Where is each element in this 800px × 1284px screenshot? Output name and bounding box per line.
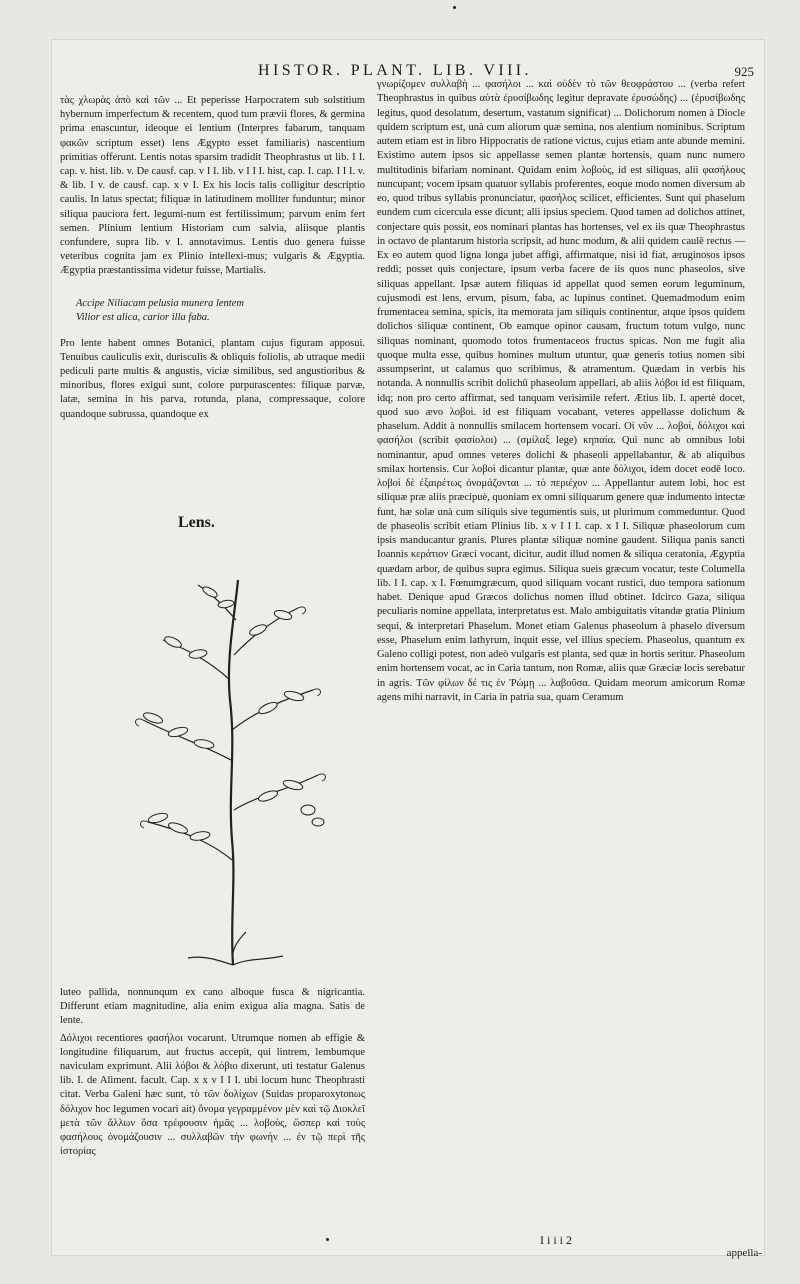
- ink-dot: [326, 1238, 329, 1241]
- left-column: [60, 94, 365, 425]
- right-paragraph-1: γνωρίζομεν συλλαβὴ ... φασήλοι ... καὶ οὐδὲν τὸ τῶν θεοφράστου ... (verba refert Theophrastus in quibus αὐτὰ ἐρυσίβωδης legitur depravate ἐρυσώδης) ... (ἐρυσίβωδης legitus, quod desolatum, desertum, vastatum significat) ... Dolichorum nomen à Diocle quidem scriptum est, unà cum aliorum quæ semina, nos alentium nominibus. Scriptum autem etiam est in libro Hippocratis de ratione victus, cujus etiam ante abunde memini. Existimo autem ipsos sic appellasse semen plantæ hortensis, quam nunc numero multitudinis bifariam nominant. Quidam enim λοβοὺς, id est siliquas, alii φασήλους nuncupant; vocem ipsam quatuor syllabis proferentes, eoque modo nomen diversum ab eo, quod tribus syllabis pronunciatur, φασήλος scilicet, efficientes. Sunt qui phaselum eundem cum cicercula esse dicunt; alii ipsius speciem. Quod tamen ad dolichos attinet, conjectare quis possit, eos nominari plantas has hortenses, vel ex iis quæ Theophrastus in octavo de plantarum historia scripsit, ad hunc modum, & alii quidem caulē rectus — Ex eo autem quod ligna longa jubet affigi, affirmatque, nisi id fiat, æruginosos ipsos reddi; posset quis conjectare, ipsum verba facere de iis quos nunc phaseolos, sive siliquas appellant. Ipsæ autem filiquas id appellat quod semen eorum leguminum, cujusmodi est lens, ervum, pisum, faba, ac lupinus continet. Quemadmodum enim frumentacea semina, spicis, ita memorata jam siliquis continentur, atque ipsos quidem dolichos siliquæ continent, Ob eamque opinor causam, fructum totum vulgo, nunc siliquas nominant, quomodo totos frumentaceos fructus spicas. Non me fugit alia quoque multa esse, quibus homines multum utuntur, quæ generis totius nomen sibi assumpserint, ut calamus quo scribimus, & atramentum. Quædam in verbis his notanda. A nonnullis scribit dolichū phaseolum appellari, ab aliis λόβοι id est filiquam, idq; non pro certo affirmat, sed tanquam verisimile refert. Ætius lib. I. apertè docet, quod suo ævo λοβοὶ. id est filiquam vocabant, veteres appellasse dolichum & phaselum. Addit à nonnullis smilacem hortensem vocari. Οἱ νῦν ... λοβοί, δόλιχοι καὶ φασήλοι (scribit φασίολοι) ... (σμίλαξ lege) κηπαία. Qui nunc ab omnibus lobi nominantur, apud omnes veteres dolichi & phaseoli appellabantur, & ab aliquibus smilax hortensis. Cur λοβοὶ dicantur plantæ, quæ ante δόλιχοι, idem docet eodē loco. λοβοὶ δὲ ἐξαιρέτως ὀνομάζονται ... τὸ περιέχον ... Appellantur autem lobi, hoc est siliquæ præ aliis præcipuè, quoniam ex omni siliquarum genere quæ indumento intectæ funt, hæ solæ unà cum siliquis sive tegumentis suis, ut plurimum commeduntur. Quod de phaseolis scribit etiam Plinius lib. x v I I I. cap. x I I. Siliquæ phaseolorum cum ipsis manducantur granis. Plures plantæ siliquæ nomine gaudent. Siliqua panis sancti Ioannis κεράτιον Græci vocant, dicitur, audit illud nomen & siliqua ceratonia, Ægyptia quædam arbor, de quibus supra egimus. Siliqua sueis græcum vocatur, teste Columella lib. I I. cap. x I. Fœnumgræcum, quod siliquam vocant rustici, duo tempora sationum habet. Denique apud Græcos dolichus nomen illud obtinet. Idcirco Gaza, siliqua peculiaris nomine appellata, interpretatus est. Malo ambiguitatis vitandæ gratia Plinium sequi, & interpretari Phaselum. Monet etiam Galenus phaseolum à phaselo diversum esse, Phaselum enim lathyrum, inquit esse, vel illius speciem. Phaseolus, quantum ex Galeno colligi potest, non adeò vulgaris est planta, sed quæ in hortis seritur. Phaseolum enim hortensem vocat, ac in Caria tantum, non Romæ, aliis quæ Græciæ locis serebatur in agris. Τῶν φίλων δέ τις ἐν Ῥώμῃ ... λαβοῦσα. Quidam meorum amicorum Romæ agens mihi narravit, in Caria in patria sua, quam Ceramum: [377, 79, 746, 703]
- left-paragraph-4: Δόλιχοι recentiores φασήλοι vocarunt. Utrumque nomen ab effigie & longitudine filiquarum, aut fructus accepit, qui lintrem, lembumque naviculam exprimunt. Alii λόβοι & λόβιο dixerunt, uti testatur Galenus lib. I. de Aliment. facult. Cap. x x v I I I. ubi locum hunc Theophrasti citat. Verba Galeni hæc sunt, τὸ τῶν δολίχων (Suidas proparoxytonως δόλιχον hoc legumen vocari ait) ὄνομα γεγραμμένον μὲν καὶ τῷ Διοκλεῖ μετὰ τῶν ἄλλων ὅσα τρέφουσιν ἡμᾶς ... λοβοὺς, ὥσπερ καὶ τοὺς φασήλους ὀνομάζουσιν ... συλλαβῶν τὴν φωνὴν ... ἐν τῷ περὶ τῆς ἱστορίας: [60, 1032, 365, 1158]
- signature-mark: I i i i 2: [540, 1233, 572, 1247]
- ink-dot: [453, 6, 456, 9]
- quote-line-1: Accipe Niliacam pelusia munera lentem: [76, 297, 244, 309]
- page-number: 925: [734, 64, 754, 79]
- left-paragraph-2: Pro lente habent omnes Botanici, plantam cujus figuram apposui. Tenuibus cauliculis exit, durisculis & obliquis foliolis, ab utraque medii pediculi parte multis & angustis, viciæ similibus, sed angustioribus & minoribus, flores exigui sunt, colore purpurascentes: filiquæ parvæ, latæ, semina in his parva, rotunda, plana, compressaque, colore quandoque subrussa, quandoque ex: [60, 337, 365, 420]
- quote-line-2: Vilior est alica, carior illa faba.: [76, 311, 210, 323]
- lens-plant-illustration: [118, 560, 340, 970]
- left-column-lower: [60, 986, 365, 1162]
- left-paragraph-1: τὰς χλωρὰς ἀπὸ καὶ τῶν ... Et peperisse Harpocratem sub solstitium hybernum imperfectum & recentem, quod tum prævii flores, & germina prima enascuntur, ideoque ei lentium (Interpres fabarum, tanquam φακῶν scriptum esset) lens Ægypto esset familiaris) nascentium primitias offerunt. Lentis notas sparsim tradidit Theophrastus ut lib. I I. cap. v. hist. lib. v. De causf. cap. v I I. lib. v I I I. hist, cap. I. cap. I I I. v. & lib. I v. de causf. cap. x v I. Ex his locis talis colligitur descriptio caulis. In latus spectat; filiquæ in latitudinem molliter funduntur; minor siliqua pauciora fert. legumi-num est fertilissimum; parvum enim fert semen. Plinium lentium Historiam cum salvia, aliisque plantis confundere, supra lib. v I. annotavimus. Lentis duo genera fuisse veteribus cognita jam ex Plinio intellexi-mus; vulgaris & Ægyptia. Ægyptia præstantissima videtur fuisse, Martialis.: [60, 95, 365, 277]
- left-paragraph-3: luteo pallida, nonnunqum ex cano alboque fusca & nigricantia. Differunt etiam magnitudine, alia enim exigua alia magna. Satis de lente.: [60, 987, 365, 1027]
- catchword: appella-: [726, 1247, 762, 1259]
- right-column: [377, 78, 745, 708]
- running-title: HISTOR. PLANT. LIB. VIII.: [258, 62, 532, 79]
- martial-quote: [76, 297, 365, 325]
- figure-title: Lens.: [178, 514, 215, 531]
